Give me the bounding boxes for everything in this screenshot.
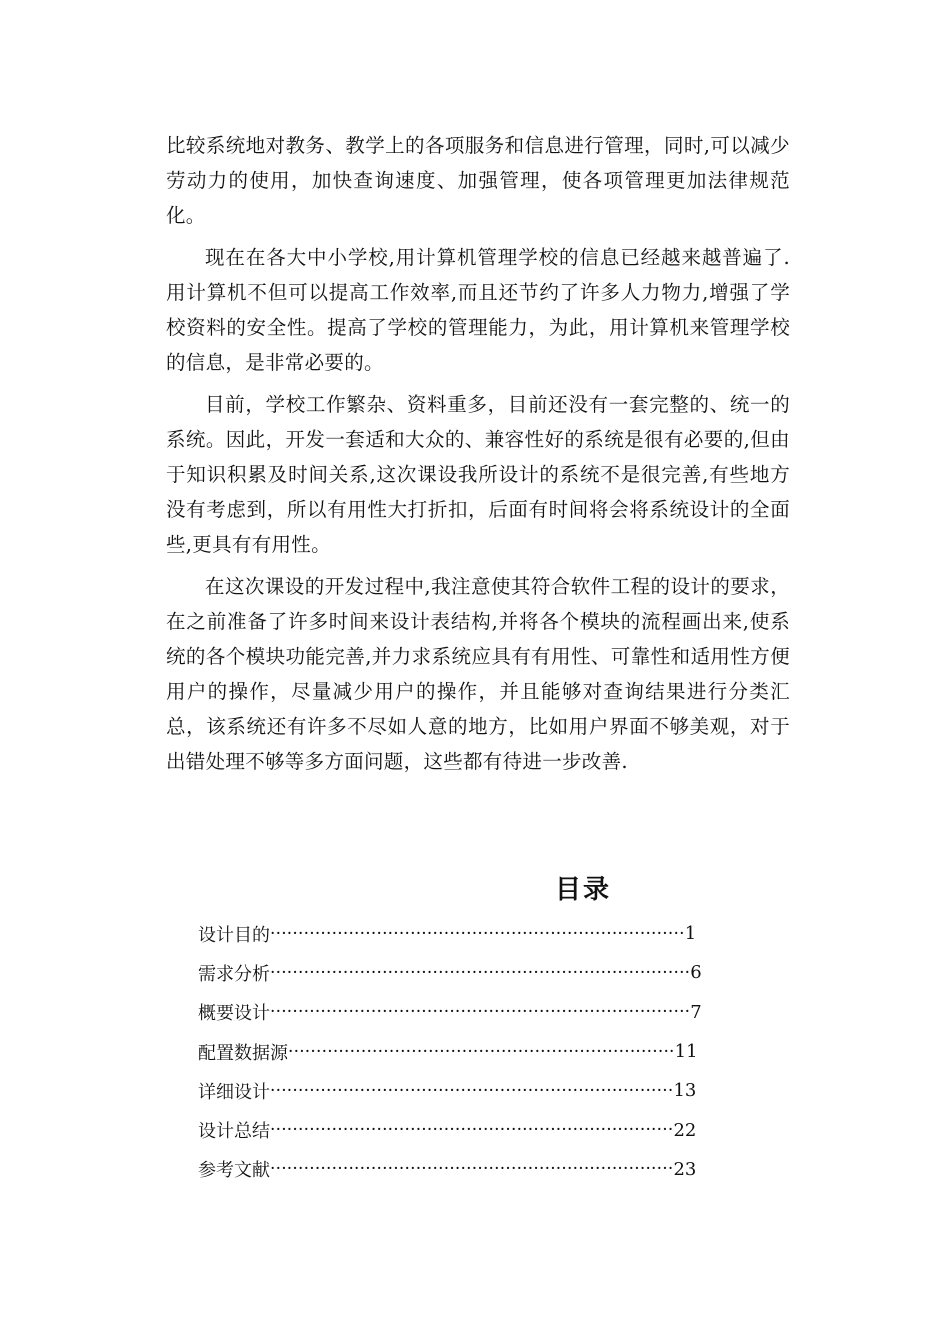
- toc-entry-label: 需求分析: [198, 963, 270, 985]
- toc-leader-dots: ········································································: [270, 1080, 674, 1101]
- body-text: [166, 128, 790, 786]
- toc-leader-dots: ········································································: [270, 1159, 674, 1180]
- toc-entry-page: 13: [673, 1080, 697, 1102]
- toc-entry[interactable]: [198, 1032, 778, 1071]
- toc-leader-dots: ···········································································: [270, 1002, 691, 1023]
- toc-leader-dots: ··········································································: [270, 923, 685, 944]
- table-of-contents: [198, 914, 778, 1189]
- toc-entry-label: 概要设计: [198, 1003, 270, 1025]
- toc-entry[interactable]: [198, 993, 778, 1032]
- toc-leader-dots: ···········································································: [270, 962, 691, 983]
- toc-entry-page: 7: [690, 1001, 702, 1023]
- toc-leader-dots: ·····································································: [288, 1041, 675, 1062]
- toc-entry[interactable]: [198, 953, 778, 992]
- toc-entry-page: 6: [690, 962, 702, 984]
- paragraph-1: 比较系统地对教务、教学上的各项服务和信息进行管理，同时,可以减少劳动力的使用，加快查询速度、加强管理，使各项管理更加法律规范化。: [166, 134, 790, 227]
- toc-title: 目录: [554, 875, 611, 905]
- toc-entry-label: 详细设计: [198, 1081, 270, 1103]
- toc-entry-page: 11: [674, 1041, 698, 1063]
- toc-entry[interactable]: [198, 1110, 778, 1149]
- toc-entry-page: 23: [673, 1158, 697, 1180]
- paragraph-2: 现在在各大中小学校,用计算机管理学校的信息已经越来越普遍了.用计算机不但可以提高工作效率,而且还节约了许多人力物力,增强了学校资料的安全性。提高了学校的管理能力，为此，用计算机来管理学校的信息，是非常必要的。: [166, 246, 790, 374]
- toc-entry-label: 参考文献: [198, 1160, 270, 1182]
- toc-entry-page: 1: [684, 923, 697, 945]
- toc-entry[interactable]: [198, 1150, 778, 1189]
- toc-entry-page: 22: [673, 1119, 697, 1141]
- toc-entry-label: 设计目的: [198, 924, 270, 946]
- paragraph-3: 目前，学校工作繁杂、资料重多，目前还没有一套完整的、统一的系统。因此，开发一套适和大众的、兼容性好的系统是很有必要的,但由于知识积累及时间关系,这次课设我所设计的系统不是很完善,有些地方没有考虑到，所以有用性大打折扣，后面有时间将会将系统设计的全面些,更具有有用性。: [166, 393, 790, 556]
- paragraph-4: 在这次课设的开发过程中,我注意使其符合软件工程的设计的要求，在之前准备了许多时间来设计表结构,并将各个模块的流程画出来,使系统的各个模块功能完善,并力求系统应具有有用性、可靠性和适用性方便用户的操作，尽量减少用户的操作，并且能够对查询结果进行分类汇总，该系统还有许多不尽如人意的地方，比如用户界面不够美观，对于出错处理不够等多方面问题，这些都有待进一步改善.: [166, 575, 790, 773]
- toc-entry[interactable]: [198, 1071, 778, 1110]
- toc-entry[interactable]: [198, 914, 778, 953]
- toc-entry-label: 配置数据源: [198, 1042, 288, 1064]
- toc-leader-dots: ········································································: [270, 1120, 674, 1141]
- toc-entry-label: 设计总结: [198, 1121, 270, 1143]
